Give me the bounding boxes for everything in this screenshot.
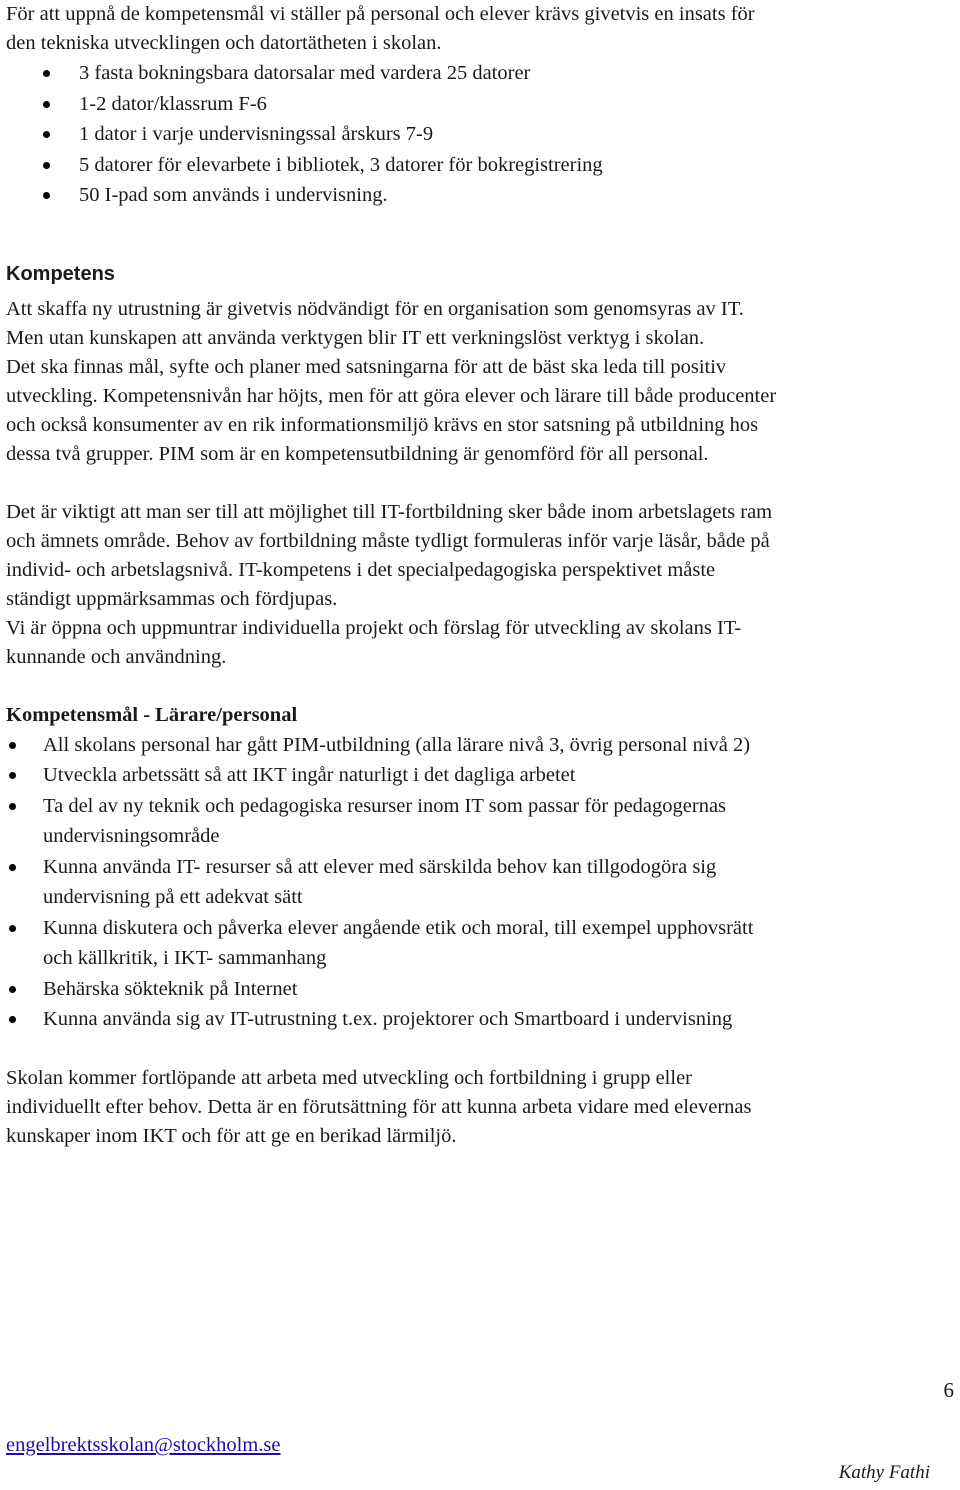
paragraph-line: Skolan kommer fortlöpande att arbeta med utveckling och fortbildning i grupp eller [6,1066,692,1089]
list-item [6,150,956,181]
paragraph-line: Det är viktigt att man ser till att möjlighet till IT-fortbildning sker både inom arbetslagets ram [6,500,773,523]
list-item [6,58,956,89]
intro-paragraph [6,0,956,58]
document-page [6,0,956,1151]
email-link[interactable]: engelbrektsskolan@stockholm.se [6,1434,281,1456]
paragraph-line: Det ska finnas mål, syfte och planer med satsningarna för att de bäst ska leda till positiv [6,355,727,378]
paragraph-line: och också konsumenter av en rik informationsmiljö krävs en stor satsning på utbildning hos [6,413,759,436]
bullet-icon [43,192,50,199]
paragraph-line: Att skaffa ny utrustning är givetvis nödvändigt för en organisation som genomsyras av IT. [6,297,744,320]
list-item [6,913,956,974]
list-item-text-continued: och källkritik, i IKT- sammanhang [43,947,327,969]
paragraph-line: individ- och arbetslagsnivå. IT-kompetens i det specialpedagogiska perspektivet måste [6,558,716,581]
page-number: 6 [943,1378,954,1402]
list-item-text-continued: undervisningsområde [43,825,220,847]
closing-paragraph [6,1064,956,1151]
bullet-icon [43,101,50,108]
bullet-icon [9,772,16,779]
list-item [6,1004,956,1035]
bullet-icon [43,162,50,169]
paragraph-line: kunnande och användning. [6,645,227,668]
list-item [6,974,956,1005]
list-item [6,760,956,791]
list-item-text: Utveckla arbetssätt så att IKT ingår naturligt i det dagliga arbetet [43,764,576,786]
equipment-list [6,58,956,211]
competence-paragraph-1 [6,295,956,469]
list-item-text: Kunna diskutera och påverka elever angående etik och moral, till exempel upphovsrätt [43,916,754,939]
paragraph-line: dessa två grupper. PIM som är en kompetensutbildning är genomförd för all personal. [6,442,709,465]
list-item-text: Kunna använda sig av IT-utrustning t.ex. projektorer och Smartboard i undervisning [43,1008,733,1030]
bullet-icon [9,1016,16,1023]
bullet-icon [9,925,16,932]
paragraph-line: Men utan kunskapen att använda verktygen blir IT ett verkningslöst verktyg i skolan. [6,326,705,349]
intro-line: den tekniska utvecklingen och datortätheten i skolan. [6,32,442,54]
list-item-text: 50 I-pad som används i undervisning. [79,184,388,206]
list-item [6,791,956,852]
paragraph-line: kunskaper inom IKT och för att ge en berikad lärmiljö. [6,1124,457,1147]
paragraph-line: ständigt uppmärksammas och fördjupas. [6,587,338,610]
competence-paragraph-2 [6,498,956,672]
list-item [6,852,956,913]
section-heading-kompetens: Kompetens [6,262,115,285]
list-item-text: 3 fasta bokningsbara datorsalar med vardera 25 datorer [79,62,531,84]
list-item [6,119,956,150]
paragraph-line: och ämnets område. Behov av fortbildning måste tydligt formuleras inför varje läsår, både på [6,529,770,552]
list-item-text-continued: undervisning på ett adekvat sätt [43,886,303,908]
intro-line: För att uppnå de kompetensmål vi ställer på personal och elever krävs givetvis en insats för [6,3,755,25]
bullet-icon [9,803,16,810]
list-item-text: All skolans personal har gått PIM-utbildning (alla lärare nivå 3, övrig personal nivå 2) [43,733,751,756]
section-heading-kompetensmal: Kompetensmål - Lärare/personal [6,703,298,726]
paragraph-line: individuellt efter behov. Detta är en förutsättning för att kunna arbeta vidare med elevernas [6,1095,752,1118]
paragraph-line: utveckling. Kompetensnivån har höjts, men för att göra elever och lärare till både producenter [6,384,777,407]
paragraph-line: Vi är öppna och uppmuntrar individuella projekt och förslag för utveckling av skolans IT- [6,616,742,639]
bullet-icon [9,742,16,749]
goals-list [6,730,956,1035]
bullet-icon [43,70,50,77]
list-item [6,89,956,120]
list-item [6,180,956,211]
list-item-text: 1-2 dator/klassrum F-6 [79,92,267,115]
list-item-text: Ta del av ny teknik och pedagogiska resurser inom IT som passar för pedagogernas [43,794,727,817]
list-item [6,730,956,761]
list-item-text: Behärska sökteknik på Internet [43,977,298,1000]
list-item-text: 5 datorer för elevarbete i bibliotek, 3 datorer för bokregistrering [79,153,603,176]
bullet-icon [9,864,16,871]
bullet-icon [43,131,50,138]
list-item-text: Kunna använda IT- resurser så att elever med särskilda behov kan tillgodogöra sig [43,855,717,878]
author-name: Kathy Fathi [838,1462,930,1483]
bullet-icon [9,986,16,993]
list-item-text: 1 dator i varje undervisningssal årskurs 7-9 [79,123,434,145]
